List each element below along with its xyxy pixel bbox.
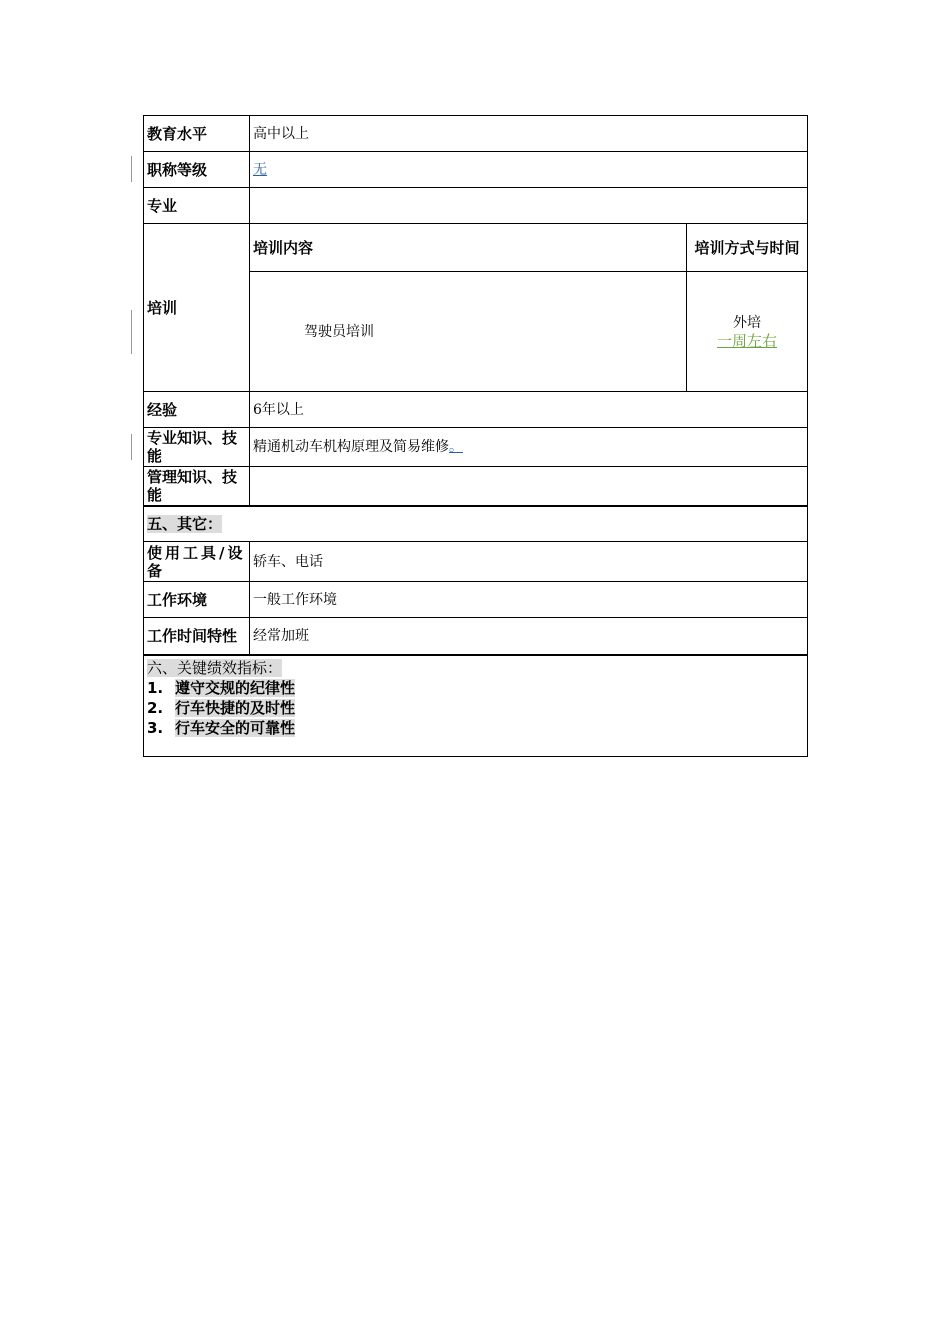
kpi-number: 1. (147, 678, 164, 697)
title-level-cell (250, 152, 808, 188)
margin-mark (131, 310, 132, 354)
work-time-value: 经常加班 (250, 618, 808, 655)
row-training-header (144, 224, 808, 272)
prof-skills-value: 精通机动车机构原理及简易维修 (253, 439, 449, 455)
kpi-text: 遵守交规的纪律性 (175, 678, 296, 697)
kpi-text: 行车安全的可靠性 (175, 718, 296, 737)
work-time-label: 工作时间特性 (144, 618, 250, 655)
section-kpi-cell (144, 655, 808, 757)
training-method-header: 培训方式与时间 (687, 224, 808, 272)
margin-mark (131, 434, 132, 460)
training-duration[interactable]: 一周左右 (716, 331, 777, 350)
title-level-value[interactable]: 无 (253, 161, 267, 178)
row-environment (144, 582, 808, 618)
training-method-cell (687, 272, 808, 392)
row-education (144, 116, 808, 152)
prof-skills-label: 专业知识、技能 (144, 428, 250, 467)
row-experience (144, 392, 808, 428)
training-content: 驾驶员培训 (250, 272, 687, 392)
row-tools (144, 542, 808, 582)
row-title-level (144, 152, 808, 188)
prof-skills-cell (250, 428, 808, 467)
major-value (250, 188, 808, 224)
kpi-number: 3. (147, 718, 164, 737)
training-method: 外培 (733, 314, 761, 331)
environment-value: 一般工作环境 (250, 582, 808, 618)
row-section-kpi (144, 655, 808, 757)
row-major (144, 188, 808, 224)
experience-value: 6年以上 (250, 392, 808, 428)
title-level-label: 职称等级 (144, 152, 250, 188)
section-other-cell (144, 506, 808, 542)
mgmt-skills-label: 管理知识、技能 (144, 467, 250, 506)
section-other-title: 五、其它： (147, 514, 223, 533)
experience-label: 经验 (144, 392, 250, 428)
section-kpi-header (147, 658, 804, 678)
environment-label: 工作环境 (144, 582, 250, 618)
prof-skills-trail[interactable]: 。 (449, 439, 463, 455)
row-mgmt-skills (144, 467, 808, 506)
section-kpi-title: 六、关键绩效指标： (147, 658, 283, 677)
job-description-table (143, 115, 808, 757)
kpi-item (147, 718, 804, 738)
row-work-time (144, 618, 808, 655)
row-section-other (144, 506, 808, 542)
tools-value: 轿车、电话 (250, 542, 808, 582)
tools-label: 使用工具/设备 (144, 542, 250, 582)
kpi-text: 行车快捷的及时性 (175, 698, 296, 717)
mgmt-skills-value (250, 467, 808, 506)
major-label: 专业 (144, 188, 250, 224)
education-label: 教育水平 (144, 116, 250, 152)
training-content-header: 培训内容 (250, 224, 687, 272)
kpi-list (147, 678, 804, 738)
kpi-item (147, 698, 804, 718)
margin-mark (131, 156, 132, 182)
education-value: 高中以上 (250, 116, 808, 152)
row-prof-skills (144, 428, 808, 467)
kpi-item (147, 678, 804, 698)
kpi-number: 2. (147, 698, 164, 717)
training-label: 培训 (144, 224, 250, 392)
